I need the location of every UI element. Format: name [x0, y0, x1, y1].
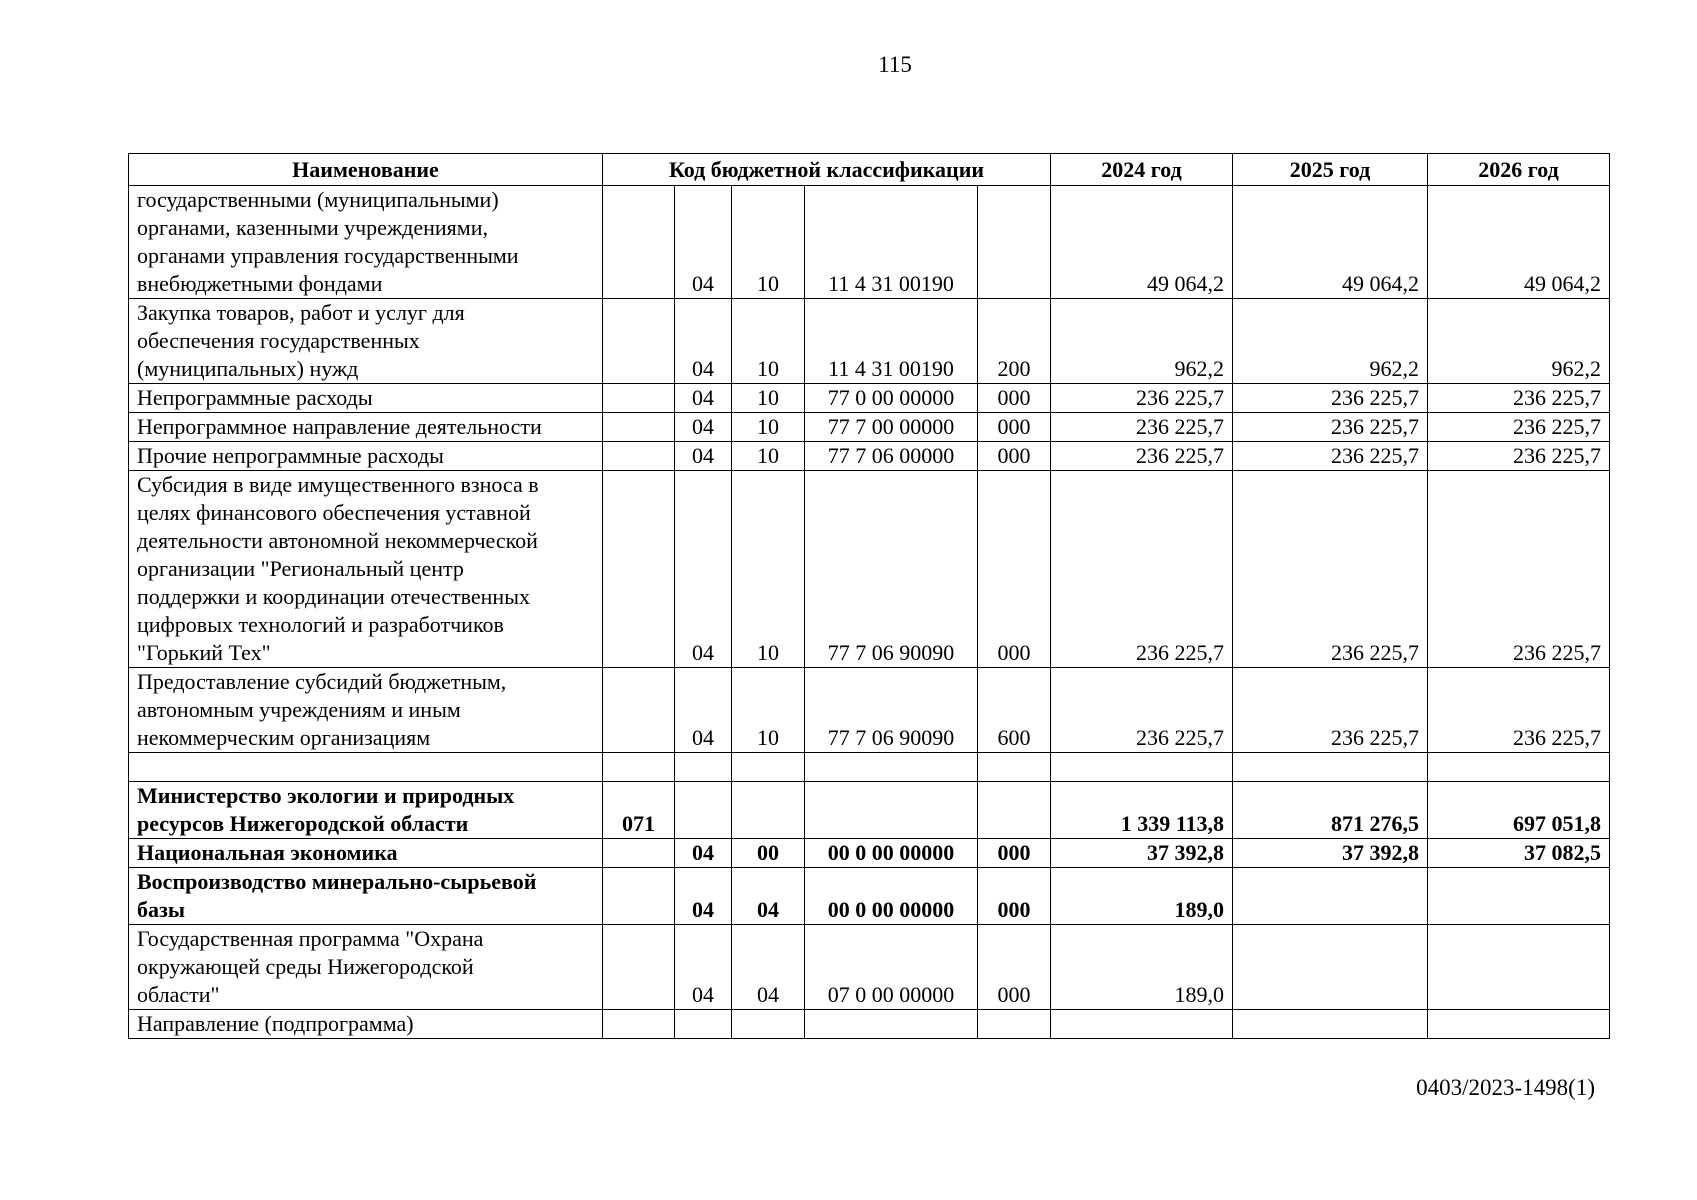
cell-subsection: 10 — [732, 471, 805, 668]
cell-expense-type: 200 — [978, 299, 1051, 384]
cell-expense-type — [978, 1010, 1051, 1039]
cell-2025: 236 225,7 — [1233, 413, 1428, 442]
table-row — [129, 925, 1610, 1010]
document-code: 0403/2023-1498(1) — [1416, 1075, 1595, 1100]
cell-2026: 236 225,7 — [1428, 413, 1610, 442]
table-row — [129, 384, 1610, 413]
cell-target-article — [805, 782, 978, 839]
cell-expense-type: 000 — [978, 384, 1051, 413]
cell-2024 — [1051, 753, 1233, 782]
cell-2024: 49 064,2 — [1051, 186, 1233, 299]
cell-section — [675, 1010, 732, 1039]
cell-section: 04 — [675, 868, 732, 925]
cell-2024: 189,0 — [1051, 868, 1233, 925]
cell-expense-type — [978, 753, 1051, 782]
cell-subsection: 04 — [732, 868, 805, 925]
cell-expense-type — [978, 782, 1051, 839]
cell-expense-type — [978, 186, 1051, 299]
cell-section: 04 — [675, 442, 732, 471]
cell-subsection — [732, 753, 805, 782]
cell-expense-type: 000 — [978, 839, 1051, 868]
cell-2025 — [1233, 1010, 1428, 1039]
cell-2024: 189,0 — [1051, 925, 1233, 1010]
cell-target-article: 00 0 00 00000 — [805, 868, 978, 925]
cell-target-article — [805, 753, 978, 782]
table-row — [129, 471, 1610, 668]
cell-2024: 236 225,7 — [1051, 413, 1233, 442]
cell-section: 04 — [675, 384, 732, 413]
cell-target-article: 00 0 00 00000 — [805, 839, 978, 868]
cell-2024: 236 225,7 — [1051, 442, 1233, 471]
cell-subsection: 10 — [732, 413, 805, 442]
cell-name — [129, 753, 603, 782]
cell-2025: 871 276,5 — [1233, 782, 1428, 839]
cell-subsection: 10 — [732, 442, 805, 471]
cell-2025: 236 225,7 — [1233, 442, 1428, 471]
table-row — [129, 753, 1610, 782]
cell-2025: 49 064,2 — [1233, 186, 1428, 299]
cell-2025 — [1233, 868, 1428, 925]
cell-target-article: 07 0 00 00000 — [805, 925, 978, 1010]
cell-2026 — [1428, 868, 1610, 925]
cell-target-article: 77 7 06 90090 — [805, 471, 978, 668]
cell-name: Направление (подпрограмма) — [129, 1010, 603, 1039]
cell-target-article: 11 4 31 00190 — [805, 186, 978, 299]
table-row — [129, 839, 1610, 868]
budget-table — [128, 153, 1610, 1039]
cell-name: Непрограммное направление деятельности — [129, 413, 603, 442]
cell-target-article: 11 4 31 00190 — [805, 299, 978, 384]
cell-2024: 236 225,7 — [1051, 668, 1233, 753]
cell-name: Закупка товаров, работ и услуг для обеспечения государственных (муниципальных) нужд — [129, 299, 603, 384]
cell-2026: 236 225,7 — [1428, 442, 1610, 471]
table-row — [129, 868, 1610, 925]
table-row — [129, 782, 1610, 839]
cell-name: Прочие непрограммные расходы — [129, 442, 603, 471]
cell-name: Национальная экономика — [129, 839, 603, 868]
cell-name: Непрограммные расходы — [129, 384, 603, 413]
cell-expense-type: 000 — [978, 442, 1051, 471]
cell-department-code — [603, 186, 675, 299]
cell-2024: 962,2 — [1051, 299, 1233, 384]
cell-section: 04 — [675, 413, 732, 442]
cell-name: государственными (муниципальными) органами, казенными учреждениями, органами управления государственными внебюджетными фондами — [129, 186, 603, 299]
cell-department-code — [603, 839, 675, 868]
table-body — [129, 186, 1610, 1039]
table-row — [129, 668, 1610, 753]
cell-2024: 236 225,7 — [1051, 471, 1233, 668]
cell-subsection — [732, 782, 805, 839]
header-name: Наименование — [129, 154, 603, 186]
cell-2024: 37 392,8 — [1051, 839, 1233, 868]
cell-2026: 49 064,2 — [1428, 186, 1610, 299]
cell-2026: 37 082,5 — [1428, 839, 1610, 868]
cell-target-article: 77 7 06 90090 — [805, 668, 978, 753]
table-row — [129, 186, 1610, 299]
table-row — [129, 1010, 1610, 1039]
cell-2025: 236 225,7 — [1233, 668, 1428, 753]
cell-name: Субсидия в виде имущественного взноса в целях финансового обеспечения уставной деятельности автономной некоммерческой организации "Региональный центр поддержки и координации отечественных цифровых технологий и разработчиков "Горький Тех" — [129, 471, 603, 668]
table-header-row — [129, 154, 1610, 186]
cell-name: Министерство экологии и природных ресурсов Нижегородской области — [129, 782, 603, 839]
cell-department-code — [603, 442, 675, 471]
cell-department-code — [603, 868, 675, 925]
cell-department-code — [603, 925, 675, 1010]
cell-2026: 962,2 — [1428, 299, 1610, 384]
cell-2026 — [1428, 753, 1610, 782]
cell-subsection: 04 — [732, 925, 805, 1010]
table-row — [129, 442, 1610, 471]
cell-section: 04 — [675, 471, 732, 668]
cell-section — [675, 782, 732, 839]
cell-expense-type: 000 — [978, 868, 1051, 925]
cell-2026 — [1428, 1010, 1610, 1039]
cell-section: 04 — [675, 186, 732, 299]
cell-2024: 236 225,7 — [1051, 384, 1233, 413]
cell-2025: 962,2 — [1233, 299, 1428, 384]
cell-section: 04 — [675, 839, 732, 868]
cell-2026: 236 225,7 — [1428, 384, 1610, 413]
cell-2025: 236 225,7 — [1233, 384, 1428, 413]
cell-2026: 236 225,7 — [1428, 471, 1610, 668]
cell-section: 04 — [675, 668, 732, 753]
cell-expense-type: 000 — [978, 413, 1051, 442]
cell-subsection: 10 — [732, 186, 805, 299]
cell-name: Предоставление субсидий бюджетным, автономным учреждениям и иным некоммерческим организациям — [129, 668, 603, 753]
cell-subsection: 00 — [732, 839, 805, 868]
cell-target-article — [805, 1010, 978, 1039]
cell-department-code — [603, 413, 675, 442]
cell-expense-type: 000 — [978, 925, 1051, 1010]
cell-section — [675, 753, 732, 782]
cell-2025 — [1233, 753, 1428, 782]
cell-department-code — [603, 1010, 675, 1039]
cell-name: Государственная программа "Охрана окружающей среды Нижегородской области" — [129, 925, 603, 1010]
cell-name: Воспроизводство минерально-сырьевой базы — [129, 868, 603, 925]
cell-subsection: 10 — [732, 299, 805, 384]
header-2025: 2025 год — [1233, 154, 1428, 186]
cell-section: 04 — [675, 299, 732, 384]
cell-2025: 236 225,7 — [1233, 471, 1428, 668]
cell-department-code — [603, 668, 675, 753]
cell-subsection: 10 — [732, 384, 805, 413]
cell-expense-type: 600 — [978, 668, 1051, 753]
cell-2026: 697 051,8 — [1428, 782, 1610, 839]
cell-department-code — [603, 384, 675, 413]
cell-target-article: 77 7 06 00000 — [805, 442, 978, 471]
table-row — [129, 299, 1610, 384]
cell-target-article: 77 7 00 00000 — [805, 413, 978, 442]
cell-department-code — [603, 471, 675, 668]
cell-subsection — [732, 1010, 805, 1039]
cell-expense-type: 000 — [978, 471, 1051, 668]
cell-section: 04 — [675, 925, 732, 1010]
page-number: 115 — [878, 52, 912, 77]
cell-2026 — [1428, 925, 1610, 1010]
cell-subsection: 10 — [732, 668, 805, 753]
cell-2024: 1 339 113,8 — [1051, 782, 1233, 839]
cell-department-code — [603, 299, 675, 384]
cell-2026: 236 225,7 — [1428, 668, 1610, 753]
cell-department-code — [603, 753, 675, 782]
cell-2024 — [1051, 1010, 1233, 1039]
header-2026: 2026 год — [1428, 154, 1610, 186]
cell-target-article: 77 0 00 00000 — [805, 384, 978, 413]
cell-2025: 37 392,8 — [1233, 839, 1428, 868]
cell-2025 — [1233, 925, 1428, 1010]
cell-department-code: 071 — [603, 782, 675, 839]
table-row — [129, 413, 1610, 442]
header-2024: 2024 год — [1051, 154, 1233, 186]
header-code: Код бюджетной классификации — [603, 154, 1051, 186]
